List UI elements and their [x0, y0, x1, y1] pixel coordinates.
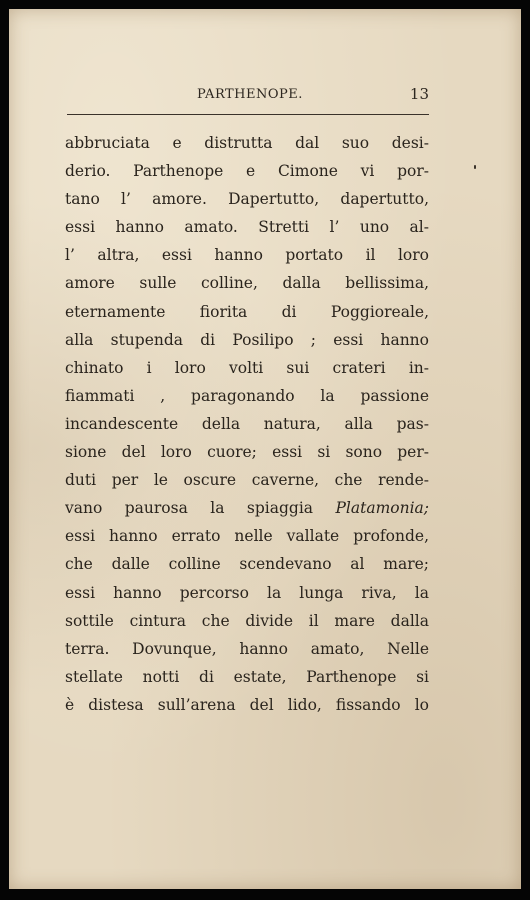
text-line: sione del loro cuore; essi si sono per- — [65, 443, 429, 462]
line-text: vano paurosa la spiaggia — [65, 499, 336, 518]
running-title: PARTHENOPE. — [197, 87, 303, 102]
text-line: terra. Dovunque, hanno amato, Nelle — [65, 639, 429, 658]
text-line: che dalle colline scendevano al mare; — [65, 555, 429, 574]
book-page — [9, 9, 521, 889]
header-rule — [67, 114, 429, 115]
text-line: essi hanno errato nelle vallate profonde, — [65, 527, 429, 546]
text-line: essi hanno amato. Stretti l’ uno al- — [65, 218, 429, 237]
text-line-with-italic — [65, 494, 429, 522]
text-line: è distesa sull’arena del lido, fissando lo — [65, 695, 429, 714]
body-text — [65, 129, 429, 719]
text-line: duti per le oscure caverne, che rende- — [65, 471, 429, 490]
text-line: stellate notti di estate, Parthenope si — [65, 667, 429, 686]
text-line: l’ altra, essi hanno portato il loro — [65, 246, 429, 265]
text-line: amore sulle colline, dalla bellissima, — [65, 274, 429, 293]
text-line: eternamente fiorita di Poggioreale, — [65, 302, 429, 321]
text-line: sottile cintura che divide il mare dalla — [65, 611, 429, 630]
italic-place-name: Platamonia; — [335, 499, 429, 518]
text-line: incandescente della natura, alla pas- — [65, 414, 429, 433]
text-line: alla stupenda di Posilipo ; essi hanno — [65, 330, 429, 349]
text-line: fiammati , paragonando la passione — [65, 386, 429, 405]
text-line: chinato i loro volti sui crateri in- — [65, 358, 429, 377]
ink-speck — [474, 165, 476, 169]
text-line: derio. Parthenope e Cimone vi por- — [65, 162, 429, 181]
text-line: abbruciata e distrutta dal suo desi- — [65, 134, 429, 152]
page-number: 13 — [409, 85, 429, 103]
text-line: tano l’ amore. Dapertutto, dapertutto, — [65, 190, 429, 209]
page-header — [67, 79, 429, 119]
text-line: essi hanno percorso la lunga riva, la — [65, 583, 429, 602]
